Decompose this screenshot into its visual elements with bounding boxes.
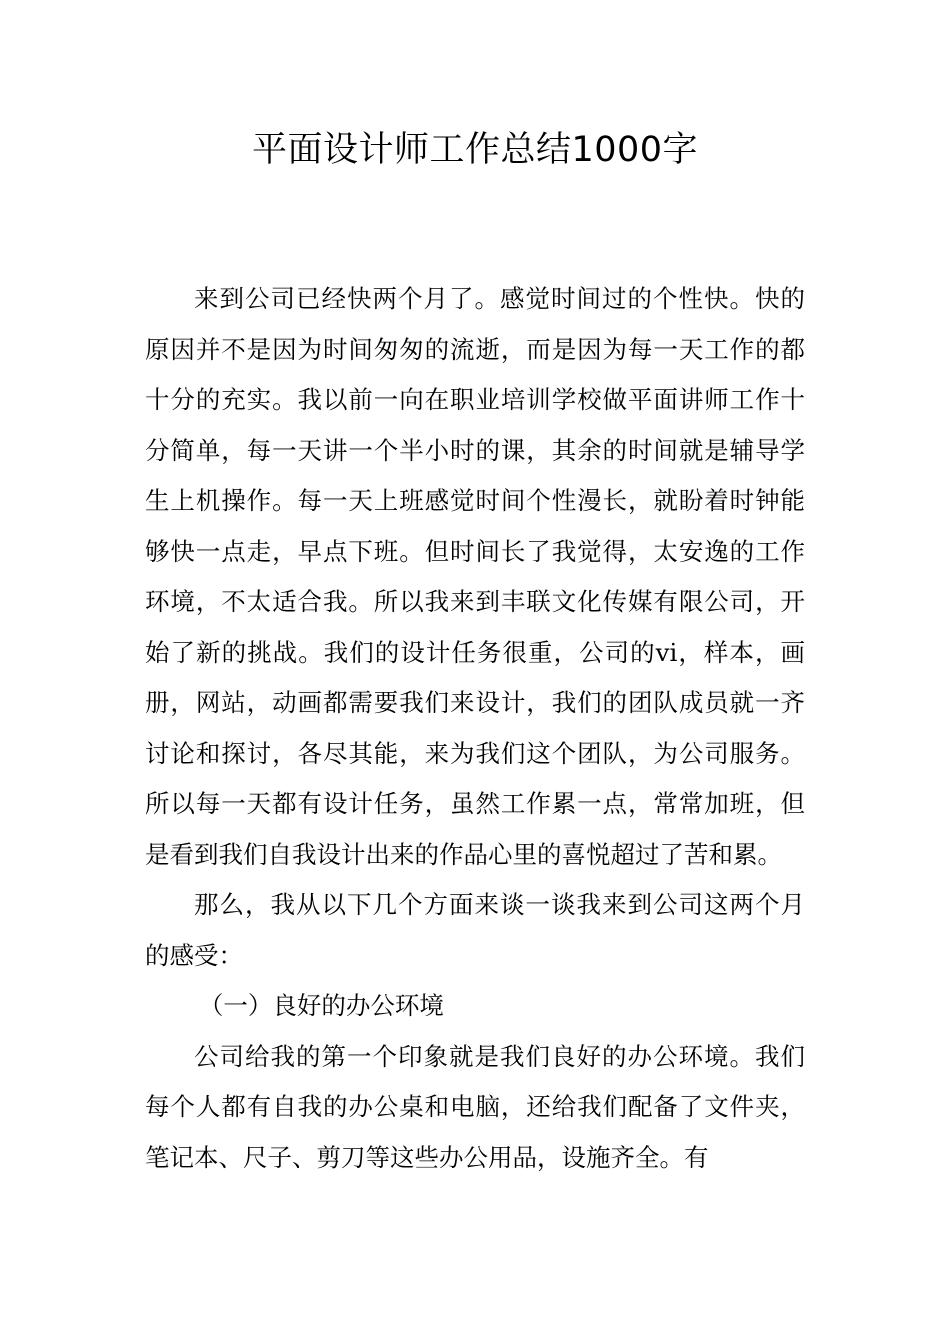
- document-body: [145, 274, 805, 1183]
- body-paragraph: 那么，我从以下几个方面来谈一谈我来到公司这两个月的感受：: [145, 890, 805, 970]
- document-title: 平面设计师工作总结1000字: [251, 130, 699, 170]
- section-heading: （一）良好的办公环境: [198, 991, 444, 1020]
- body-paragraph: 公司给我的第一个印象就是我们良好的办公环境。我们每个人都有自我的办公桌和电脑，还给我们配备了文件夹，笔记本、尺子、剪刀等这些办公用品，设施齐全。有: [145, 1041, 805, 1172]
- body-paragraph: 来到公司已经快两个月了。感觉时间过的个性快。快的原因并不是因为时间匆匆的流逝，而是因为每一天工作的都十分的充实。我以前一向在职业培训学校做平面讲师工作十分简单，每一天讲一个半小时的课，其余的时间就是辅导学生上机操作。每一天上班感觉时间个性漫长，就盼着时钟能够快一点走，早点下班。但时间长了我觉得，太安逸的工作环境，不太适合我。所以我来到丰联文化传媒有限公司，开始了新的挑战。我们的设计任务很重，公司的vi，样本，画册，网站，动画都需要我们来设计，我们的团队成员就一齐讨论和探讨，各尽其能，来为我们这个团队，为公司服务。所以每一天都有设计任务，虽然工作累一点，常常加班，但是看到我们自我设计出来的作品心里的喜悦超过了苦和累。: [145, 284, 805, 869]
